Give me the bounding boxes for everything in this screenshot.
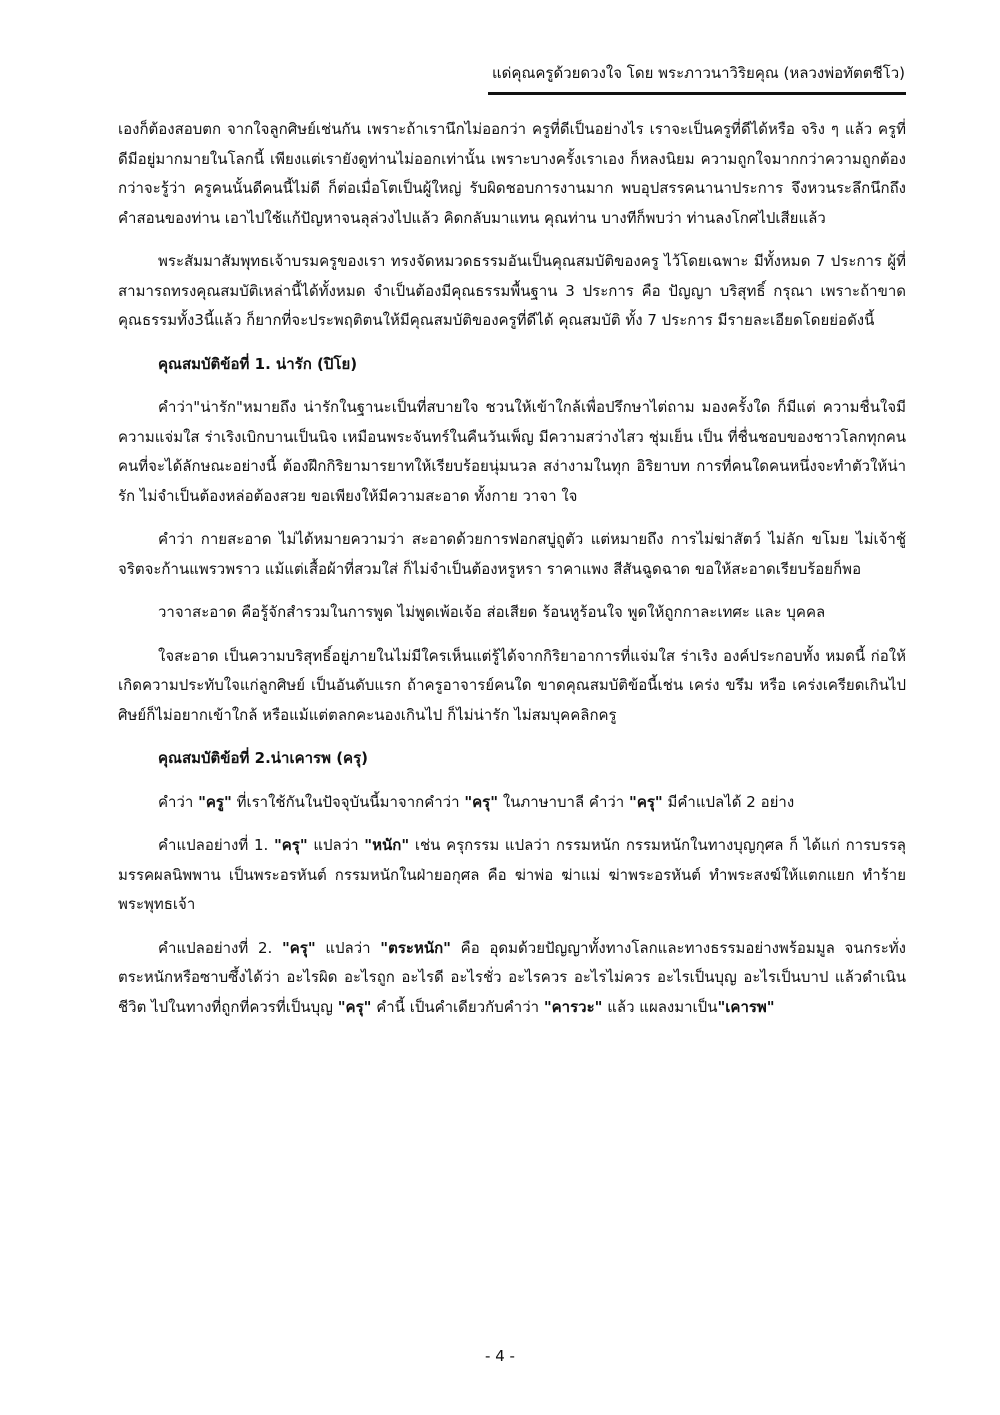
bold-term: "ครุ" xyxy=(629,792,663,811)
text: มีคำแปลได้ 2 อย่าง xyxy=(662,792,795,811)
paragraph-intro-qualities: พระสัมมาสัมพุทธเจ้าบรมครูของเรา ทรงจัดหมวดธรรมอันเป็นคุณสมบัติของครู ไว้โดยเฉพาะ มีทั้งหมด 7 ประการ ผู้ที่สามารถทรงคุณสมบัติเหล่านี้ได้ทั้งหมด จำเป็นต้องมีคุณธรรมพื้นฐาน 3 ประการ คือ ปัญญา บริสุทธิ์ กรุณา เพราะถ้าขาดคุณธรรมทั้ง3นี้แล้ว ก็ยากที่จะประพฤติตนให้มีคุณสมบัติของครูที่ดีได้ คุณสมบัติ ทั้ง 7 ประการ มีรายละเอียดโดยย่อดังนี้ xyxy=(118,252,906,329)
paragraph-continuation: เองก็ต้องสอบตก จากใจลูกศิษย์เช่นกัน เพราะถ้าเรานึกไม่ออกว่า ครูที่ดีเป็นอย่างไร เราจะเป็นครูที่ดีได้หรือ จริง ๆ แล้ว ครูที่ดีมีอยู่มากมายในโลกนี้ เพียงแต่เรายังดูท่านไม่ออกเท่านั้น เพราะบางครั้งเราเอง ก็หลงนิยม ความถูกใจมากกว่าความถูกต้อง กว่าจะรู้ว่า ครูคนนั้นดีคนนี้ไม่ดี ก็ต่อเมื่อโตเป็นผู้ใหญ่ รับผิดชอบการงานมาก พบอุปสรรคนานาประการ จึงหวนระลึกนึกถึงคำสอนของท่าน เอาไปใช้แก้ปัญหาจนลุล่วงไปแล้ว คิดกลับมาแทน คุณท่าน บางทีก็พบว่า ท่านลงโกศไปเสียแล้ว xyxy=(118,120,906,227)
paragraph-lovable: คำว่า"น่ารัก"หมายถึง น่ารักในฐานะเป็นที่สบายใจ ชวนให้เข้าใกล้เพื่อปรึกษาไต่ถาม มองครั้งใด ก็มีแต่ ความชื่นใจมีความแจ่มใส ร่าเริงเบิกบานเป็นนิจ เหมือนพระจันทร์ในคืนวันเพ็ญ มีความสว่างไสว ชุ่มเย็น เป็น ที่ชื่นชอบของชาวโลกทุกคน คนที่จะได้ลักษณะอย่างนี้ ต้องฝึกกิริยามารยาทให้เรียบร้อยนุ่มนวล สง่างามในทุก อิริยาบท การที่คนใดคนหนึ่งจะทำตัวให้น่ารัก ไม่จำเป็นต้องหล่อต้องสวย ขอเพียงให้มีความสะอาด ทั้งกาย วาจา ใจ xyxy=(118,398,906,505)
paragraph-meaning-1 xyxy=(118,831,906,920)
paragraph-kru-origin xyxy=(118,788,906,818)
paragraph-mind-clean: ใจสะอาด เป็นความบริสุทธิ์อยู่ภายในไม่มีใครเห็นแต่รู้ได้จากกิริยาอาการที่แจ่มใส ร่าเริง องค์ประกอบทั้ง หมดนี้ ก่อให้เกิดความประทับใจแก่ลูกศิษย์ เป็นอันดับแรก ถ้าครูอาจารย์คนใด ขาดคุณสมบัติข้อนี้เช่น เคร่ง ขรึม หรือ เคร่งเครียดเกินไป ศิษย์ก็ไม่อยากเข้าใกล้ หรือแม้แต่ตลกคะนองเกินไป ก็ไม่น่ารัก ไม่สมบุคคลิกครู xyxy=(118,646,906,724)
text: คำว่า xyxy=(158,792,199,811)
bold-term: "คารวะ" xyxy=(543,997,603,1016)
bold-term: "ตระหนัก" xyxy=(380,938,451,957)
text: คำแปลอย่างที่ 2. xyxy=(158,938,282,957)
page-body xyxy=(118,115,906,1022)
bold-term: "ครุ" xyxy=(281,938,316,957)
text: แล้ว แผลงมาเป็น xyxy=(602,997,718,1016)
text: คือ อุดมด้วยปัญญาทั้งทางโลกและทางธรรมอย่างพร้อมมูล จนกระทั่ง ตระหนักหรือซาบซึ้งได้ว่า อะไรผิด อะไรถูก อะไรดี อะไรชั่ว อะไรควร อะไรไม่ควร อะไรเป็นบุญ อะไรเป็นบาป แล้วดำเนินชีวิต ไปในทางที่ถูกที่ควรที่เป็นบุญ xyxy=(118,938,906,1016)
bold-term: "หนัก" xyxy=(364,836,410,854)
text: เช่น ครุกรรม แปลว่า กรรมหนัก กรรมหนักในทางบุญกุศล ก็ ได้แก่ การบรรลุมรรคผลนิพพาน เป็นพระอรหันต์ กรรมหนักในฝ่ายอกุศล คือ ฆ่าพ่อ ฆ่าแม่ ฆ่าพระอรหันต์ ทำพระสงฆ์ให้แตกแยก ทำร้ายพระพุทธเจ้า xyxy=(118,836,906,913)
text: แปลว่า xyxy=(315,938,381,957)
page-number: - 4 - xyxy=(485,1347,515,1365)
text: ในภาษาบาลี คำว่า xyxy=(498,792,629,811)
bold-term: "ครุ" xyxy=(464,792,499,811)
bold-term: "ครุ" xyxy=(273,836,308,854)
header-rule xyxy=(488,92,906,95)
text: คำแปลอย่างที่ 1. xyxy=(158,836,274,854)
bold-term: "ครู" xyxy=(198,792,232,811)
bold-term: "ครุ" xyxy=(337,997,372,1016)
paragraph-body-clean: คำว่า กายสะอาด ไม่ได้หมายความว่า สะอาดด้วยการฟอกสบู่ถูตัว แต่หมายถึง การไม่ฆ่าสัตว์ ไม่ลัก ขโมย ไม่เจ้าชู้ จริตจะก้านแพรวพราว แม้แต่เสื้อผ้าที่สวมใส่ ก็ไม่จำเป็นต้องหรูหรา ราคาแพง สีสันฉูดฉาด ขอให้สะอาดเรียบร้อยก็พอ xyxy=(118,530,906,578)
running-header: แด่คุณครูด้วยดวงใจ โดย พระภาวนาวิริยคุณ (หลวงพ่อทัตตชีโว) xyxy=(492,64,905,82)
text: คำนี้ เป็นคำเดียวกับคำว่า xyxy=(371,997,544,1016)
section-heading-2: คุณสมบัติข้อที่ 2.น่าเคารพ (ครุ) xyxy=(158,749,368,767)
paragraph-speech-clean: วาจาสะอาด คือรู้จักสำรวมในการพูด ไม่พูดเพ้อเจ้อ ส่อเสียด ร้อนหูร้อนใจ พูดให้ถูกกาละเทศะ และ บุคคล xyxy=(158,603,826,621)
paragraph-meaning-2 xyxy=(118,934,906,1023)
bold-term: "เคารพ" xyxy=(717,997,775,1016)
text: แปลว่า xyxy=(307,836,365,854)
text: ที่เราใช้กันในปัจจุบันนี้มาจากคำว่า xyxy=(231,792,465,811)
section-heading-1: คุณสมบัติข้อที่ 1. น่ารัก (ปิโย) xyxy=(158,354,358,373)
